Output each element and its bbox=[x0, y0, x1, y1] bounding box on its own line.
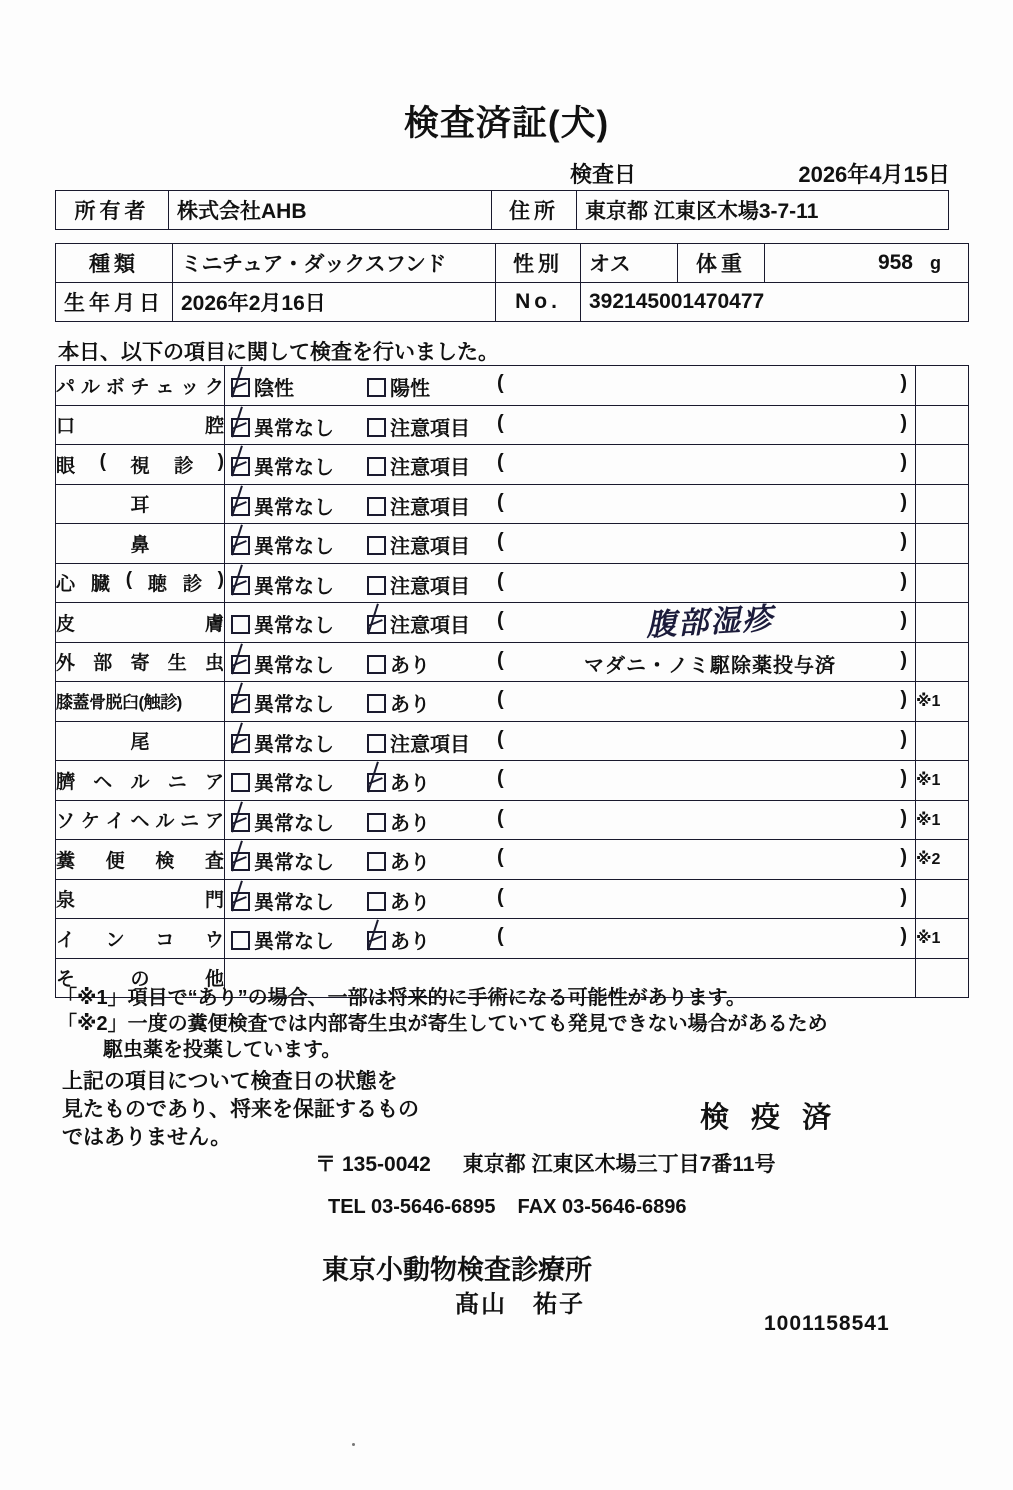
checkbox-option-normal[interactable] bbox=[231, 807, 334, 836]
checkbox-option-normal[interactable] bbox=[231, 451, 334, 480]
checked-checkbox-icon[interactable] bbox=[231, 576, 250, 595]
item-options-2 bbox=[225, 445, 916, 485]
paren-close: ) bbox=[900, 411, 907, 434]
checkbox-icon[interactable] bbox=[367, 892, 386, 911]
item-options-9 bbox=[225, 721, 916, 761]
weight-cell bbox=[765, 244, 969, 283]
inspection-date-value: 2026年4月15日 bbox=[798, 162, 950, 187]
paren-open: ( bbox=[497, 885, 504, 908]
checked-checkbox-icon[interactable] bbox=[231, 813, 250, 832]
paren-close: ) bbox=[900, 688, 907, 710]
checkbox-option-abnormal[interactable] bbox=[367, 372, 430, 401]
option-label: あり bbox=[390, 773, 430, 795]
checked-checkbox-icon[interactable] bbox=[367, 931, 386, 950]
item-label: 糞 便 検 査 bbox=[56, 850, 224, 872]
inspection-date-row bbox=[560, 158, 950, 186]
item-name-4 bbox=[56, 524, 225, 564]
item-name-7 bbox=[56, 642, 225, 682]
clinic-contact bbox=[328, 1196, 687, 1219]
option-wrapper bbox=[225, 880, 915, 919]
weight-value: 958 bbox=[877, 251, 913, 274]
checkbox-option-abnormal[interactable] bbox=[367, 688, 430, 717]
intro-text: 本日、以下の項目に関して検査を行いました。 bbox=[58, 341, 499, 364]
checkbox-option-abnormal[interactable] bbox=[367, 451, 470, 480]
checked-checkbox-icon[interactable] bbox=[231, 734, 250, 753]
checkbox-option-normal[interactable] bbox=[231, 925, 334, 954]
option-label: あり bbox=[390, 852, 430, 874]
clinic-address-text: 東京都 江東区木場三丁目7番11号 bbox=[462, 1153, 776, 1176]
birth-value: 2026年2月16日 bbox=[173, 283, 496, 322]
item-footnote-mark-3 bbox=[916, 484, 969, 524]
paren-open: ( bbox=[497, 648, 504, 671]
checkbox-icon[interactable] bbox=[367, 694, 386, 713]
clinic-fax: FAX 03-5646-6896 bbox=[517, 1196, 687, 1218]
sex-label: 性別 bbox=[496, 244, 581, 283]
checkbox-icon[interactable] bbox=[231, 615, 250, 634]
item-label: 皮 膚 bbox=[56, 613, 224, 635]
table-row bbox=[56, 642, 969, 682]
option-wrapper bbox=[225, 919, 915, 958]
animal-table bbox=[55, 243, 969, 322]
item-label: 膝蓋骨脱臼(触診) bbox=[56, 693, 182, 713]
footnote-1: 「※1」項目で“あり”の場合、一部は将来的に手術になる可能性があります。 bbox=[57, 987, 746, 1009]
birth-label: 生年月日 bbox=[56, 283, 173, 322]
document-number: 1001158541 bbox=[764, 1312, 890, 1335]
paren-open: ( bbox=[497, 846, 504, 868]
clinic-tel: TEL 03-5646-6895 bbox=[328, 1196, 496, 1218]
item-options-8 bbox=[225, 682, 916, 722]
checkbox-icon[interactable] bbox=[367, 378, 386, 397]
checkbox-icon[interactable] bbox=[231, 773, 250, 792]
item-footnote-mark-0 bbox=[916, 366, 969, 406]
checkbox-option-abnormal[interactable] bbox=[367, 767, 430, 796]
paren-open: ( bbox=[497, 490, 504, 513]
option-label: 異常なし bbox=[254, 812, 334, 835]
item-footnote-mark-4 bbox=[916, 524, 969, 564]
item-options-12 bbox=[225, 840, 916, 880]
item-label: ソ ケ イ ヘ ル ニ ア bbox=[56, 811, 224, 833]
page-title: 検査済証(犬) bbox=[403, 104, 610, 143]
paren-close: ) bbox=[900, 846, 907, 868]
option-label: 注意項目 bbox=[390, 733, 470, 756]
item-footnote-mark-12 bbox=[916, 840, 969, 880]
option-label: 異常なし bbox=[254, 773, 334, 795]
paren-close: ) bbox=[900, 451, 907, 473]
option-label: あり bbox=[390, 654, 430, 677]
table-row bbox=[56, 445, 969, 485]
checkbox-option-normal[interactable] bbox=[231, 767, 334, 796]
checkbox-option-abnormal[interactable] bbox=[367, 728, 470, 757]
item-name-6 bbox=[56, 603, 225, 643]
owner-label: 所有者 bbox=[56, 191, 169, 230]
option-wrapper bbox=[225, 801, 915, 840]
checkbox-option-abnormal[interactable] bbox=[367, 925, 430, 954]
item-name-14 bbox=[56, 919, 225, 959]
option-label: 異常なし bbox=[254, 615, 334, 637]
table-row bbox=[56, 524, 969, 564]
item-label: 鼻 bbox=[130, 534, 150, 556]
checkbox-option-normal[interactable] bbox=[231, 372, 294, 401]
clinic-zip: 135-0042 bbox=[342, 1153, 431, 1176]
option-wrapper bbox=[225, 366, 915, 405]
option-label: 異常なし bbox=[254, 654, 334, 677]
option-label: 注意項目 bbox=[390, 615, 470, 637]
paren-close: ) bbox=[900, 925, 907, 947]
item-label: 眼 ( 視 診 ) bbox=[56, 450, 224, 477]
handwritten-note: 腹部湿疹 bbox=[645, 601, 776, 644]
owner-table bbox=[55, 190, 949, 230]
table-row bbox=[56, 191, 949, 230]
option-label: 異常なし bbox=[254, 931, 334, 953]
paren-open: ( bbox=[497, 767, 504, 789]
option-label: 陰性 bbox=[254, 378, 294, 400]
checkbox-option-abnormal[interactable] bbox=[367, 886, 430, 915]
item-footnote-mark-9 bbox=[916, 721, 969, 761]
item-footnote-mark-14 bbox=[916, 919, 969, 959]
item-label: 臍 ヘ ル ニ ア bbox=[56, 771, 224, 793]
table-row bbox=[56, 879, 969, 919]
footnote-marker: ※2 bbox=[916, 851, 941, 869]
item-footnote-mark-7 bbox=[916, 642, 969, 682]
table-row bbox=[56, 840, 969, 880]
table-row bbox=[56, 800, 969, 840]
checked-checkbox-icon[interactable] bbox=[231, 655, 250, 674]
no-label: No. bbox=[496, 283, 581, 322]
option-label: あり bbox=[390, 694, 430, 716]
option-wrapper bbox=[225, 840, 915, 879]
disclaimer-line-2: 見たものであり、将来を保証するもの bbox=[62, 1098, 419, 1121]
checked-checkbox-icon[interactable] bbox=[231, 852, 250, 871]
paren-open: ( bbox=[497, 530, 504, 552]
checkbox-icon[interactable] bbox=[367, 813, 386, 832]
item-footnote-mark-8 bbox=[916, 682, 969, 722]
option-label: 異常なし bbox=[254, 694, 334, 716]
item-options-0 bbox=[225, 366, 916, 406]
clinic-person-name: 髙山 祐子 bbox=[455, 1291, 585, 1318]
option-label: 異常なし bbox=[254, 852, 334, 874]
table-row bbox=[56, 761, 969, 801]
footnote-marker: ※1 bbox=[916, 772, 941, 790]
item-options-3 bbox=[225, 484, 916, 524]
item-name-11 bbox=[56, 800, 225, 840]
item-footnote-mark-10 bbox=[916, 761, 969, 801]
checked-checkbox-icon[interactable] bbox=[231, 378, 250, 397]
paren-open: ( bbox=[497, 688, 504, 710]
item-options-10 bbox=[225, 761, 916, 801]
clinic-address bbox=[315, 1148, 775, 1178]
disclaimer bbox=[62, 1068, 419, 1152]
checkbox-icon[interactable] bbox=[367, 418, 386, 437]
checkbox-option-normal[interactable] bbox=[231, 412, 334, 441]
table-row bbox=[56, 682, 969, 722]
owner-name-value: 株式会社AHB bbox=[169, 191, 492, 230]
quarantine-stamp: 検 疫 済 bbox=[700, 1102, 839, 1134]
checkbox-option-normal[interactable] bbox=[231, 688, 334, 717]
checked-checkbox-icon[interactable] bbox=[231, 536, 250, 555]
table-row bbox=[56, 721, 969, 761]
table-row bbox=[56, 244, 969, 283]
item-footnote-mark-5 bbox=[916, 563, 969, 603]
checkbox-option-abnormal[interactable] bbox=[367, 807, 430, 836]
paren-open: ( bbox=[497, 411, 504, 434]
item-label: 口 腔 bbox=[56, 416, 224, 438]
item-name-1 bbox=[56, 405, 225, 445]
postal-mark-icon: 〒 bbox=[315, 1153, 336, 1176]
paren-close: ) bbox=[900, 885, 907, 908]
checkbox-option-abnormal[interactable] bbox=[367, 846, 430, 875]
remark-text: マダニ・ノミ駆除薬投与済 bbox=[584, 654, 836, 677]
paren-open: ( bbox=[497, 569, 504, 592]
option-wrapper bbox=[225, 682, 915, 721]
item-label: 外 部 寄 生 虫 bbox=[56, 653, 224, 675]
footnote-marker: ※1 bbox=[916, 693, 941, 711]
footnotes bbox=[57, 985, 828, 1063]
paren-close: ) bbox=[900, 767, 907, 789]
inspection-date-label: 検査日 bbox=[570, 162, 637, 187]
table-row bbox=[56, 603, 969, 643]
footnote-marker: ※1 bbox=[916, 930, 941, 948]
paren-close: ) bbox=[900, 569, 907, 592]
checked-checkbox-icon[interactable] bbox=[367, 773, 386, 792]
paren-close: ) bbox=[900, 530, 907, 552]
checkbox-icon[interactable] bbox=[367, 734, 386, 753]
item-name-3 bbox=[56, 484, 225, 524]
item-footnote-mark-2 bbox=[916, 445, 969, 485]
checkbox-option-abnormal[interactable] bbox=[367, 609, 470, 638]
option-wrapper bbox=[225, 445, 915, 484]
weight-unit: g bbox=[930, 253, 941, 273]
checkbox-option-normal[interactable] bbox=[231, 649, 334, 678]
checkbox-option-normal[interactable] bbox=[231, 609, 334, 638]
option-label: 注意項目 bbox=[390, 417, 470, 440]
item-name-5 bbox=[56, 563, 225, 603]
item-label: パ ル ボ チ ェ ッ ク bbox=[56, 376, 224, 398]
footnote-marker: ※1 bbox=[916, 811, 941, 829]
option-label: 異常なし bbox=[254, 536, 334, 558]
footnote-3: 駆虫薬を投薬しています。 bbox=[103, 1039, 342, 1061]
option-label: あり bbox=[390, 891, 430, 914]
paren-close: ) bbox=[900, 648, 907, 671]
checkbox-icon[interactable] bbox=[367, 852, 386, 871]
checkbox-option-abnormal[interactable] bbox=[367, 649, 430, 678]
item-label: 尾 bbox=[130, 732, 150, 754]
checkbox-option-normal[interactable] bbox=[231, 846, 334, 875]
option-label: 注意項目 bbox=[390, 536, 470, 558]
clinic-name: 東京小動物検査診療所 bbox=[322, 1255, 592, 1285]
table-row bbox=[56, 484, 969, 524]
checked-checkbox-icon[interactable] bbox=[231, 892, 250, 911]
item-options-4 bbox=[225, 524, 916, 564]
disclaimer-line-1: 上記の項目について検査日の状態を bbox=[62, 1070, 398, 1093]
option-label: 異常なし bbox=[254, 575, 334, 598]
checked-checkbox-icon[interactable] bbox=[231, 694, 250, 713]
checkbox-option-abnormal[interactable] bbox=[367, 530, 470, 559]
option-label: 異常なし bbox=[254, 891, 334, 914]
checkbox-icon[interactable] bbox=[367, 576, 386, 595]
item-label: 泉 門 bbox=[56, 890, 224, 912]
paren-close: ) bbox=[900, 727, 907, 750]
weight-label: 体重 bbox=[678, 244, 765, 283]
checkbox-icon[interactable] bbox=[367, 655, 386, 674]
checkbox-option-normal[interactable] bbox=[231, 728, 334, 757]
address-value: 東京都 江東区木場3-7-11 bbox=[577, 191, 949, 230]
option-label: 異常なし bbox=[254, 417, 334, 440]
paren-close: ) bbox=[900, 490, 907, 513]
option-wrapper bbox=[225, 406, 915, 445]
checkbox-option-normal[interactable] bbox=[231, 886, 334, 915]
option-wrapper bbox=[225, 603, 915, 642]
checked-checkbox-icon[interactable] bbox=[231, 457, 250, 476]
item-name-2 bbox=[56, 445, 225, 485]
option-label: 異常なし bbox=[254, 496, 334, 519]
item-label: イ ン コ ウ bbox=[56, 929, 224, 951]
item-name-10 bbox=[56, 761, 225, 801]
option-label: あり bbox=[390, 812, 430, 835]
item-options-1 bbox=[225, 405, 916, 445]
checkbox-icon[interactable] bbox=[367, 497, 386, 516]
paren-open: ( bbox=[497, 372, 504, 394]
breed-value: ミニチュア・ダックスフンド bbox=[173, 244, 496, 283]
item-options-11 bbox=[225, 800, 916, 840]
table-row bbox=[56, 366, 969, 406]
option-label: 異常なし bbox=[254, 733, 334, 756]
paren-open: ( bbox=[497, 925, 504, 947]
sex-value: オス bbox=[581, 244, 678, 283]
address-label: 住所 bbox=[492, 191, 577, 230]
checked-checkbox-icon[interactable] bbox=[231, 497, 250, 516]
inspection-items-table bbox=[55, 365, 969, 998]
disclaimer-line-3: ではありません。 bbox=[62, 1126, 232, 1149]
paren-open: ( bbox=[497, 609, 504, 631]
checkbox-option-normal[interactable] bbox=[231, 530, 334, 559]
checkbox-option-normal[interactable] bbox=[231, 570, 334, 599]
item-label: 心 臓 ( 聴 診 ) bbox=[56, 569, 224, 596]
item-options-13 bbox=[225, 879, 916, 919]
option-wrapper bbox=[225, 722, 915, 761]
checkbox-icon[interactable] bbox=[367, 457, 386, 476]
option-label: 注意項目 bbox=[390, 496, 470, 519]
option-wrapper bbox=[225, 485, 915, 524]
paren-open: ( bbox=[497, 806, 504, 829]
option-wrapper bbox=[225, 643, 915, 682]
item-options-7 bbox=[225, 642, 916, 682]
no-value: 392145001470477 bbox=[581, 283, 969, 322]
option-label: 陽性 bbox=[390, 378, 430, 400]
item-name-9 bbox=[56, 721, 225, 761]
breed-label: 種類 bbox=[56, 244, 173, 283]
item-footnote-mark-11 bbox=[916, 800, 969, 840]
paren-close: ) bbox=[900, 806, 907, 829]
item-label: そ の 他 bbox=[56, 969, 224, 991]
item-footnote-mark-1 bbox=[916, 405, 969, 445]
item-footnote-mark-15 bbox=[916, 958, 969, 998]
option-wrapper bbox=[225, 524, 915, 563]
checkbox-option-normal[interactable] bbox=[231, 491, 334, 520]
table-row bbox=[56, 919, 969, 959]
table-row bbox=[56, 405, 969, 445]
page-speck bbox=[352, 1443, 355, 1446]
item-name-13 bbox=[56, 879, 225, 919]
checkbox-icon[interactable] bbox=[367, 536, 386, 555]
checkbox-option-abnormal[interactable] bbox=[367, 570, 470, 599]
checkbox-option-abnormal[interactable] bbox=[367, 412, 470, 441]
item-footnote-mark-13 bbox=[916, 879, 969, 919]
option-wrapper bbox=[225, 761, 915, 800]
option-label: 注意項目 bbox=[390, 457, 470, 479]
item-name-8 bbox=[56, 682, 225, 722]
checkbox-icon[interactable] bbox=[231, 931, 250, 950]
footnote-2: 「※2」一度の糞便検査では内部寄生虫が寄生していても発見できない場合があるため bbox=[57, 1013, 828, 1035]
item-footnote-mark-6 bbox=[916, 603, 969, 643]
paren-close: ) bbox=[900, 609, 907, 631]
item-options-6 bbox=[225, 603, 916, 643]
item-label: 耳 bbox=[130, 495, 150, 517]
option-label: 異常なし bbox=[254, 457, 334, 479]
checkbox-option-abnormal[interactable] bbox=[367, 491, 470, 520]
checked-checkbox-icon[interactable] bbox=[231, 418, 250, 437]
paren-open: ( bbox=[497, 727, 504, 750]
checked-checkbox-icon[interactable] bbox=[367, 615, 386, 634]
table-row bbox=[56, 283, 969, 322]
item-options-14 bbox=[225, 919, 916, 959]
item-name-0 bbox=[56, 366, 225, 406]
paren-open: ( bbox=[497, 451, 504, 473]
paren-close: ) bbox=[900, 372, 907, 394]
option-label: あり bbox=[390, 931, 430, 953]
item-name-12 bbox=[56, 840, 225, 880]
option-label: 注意項目 bbox=[390, 575, 470, 598]
